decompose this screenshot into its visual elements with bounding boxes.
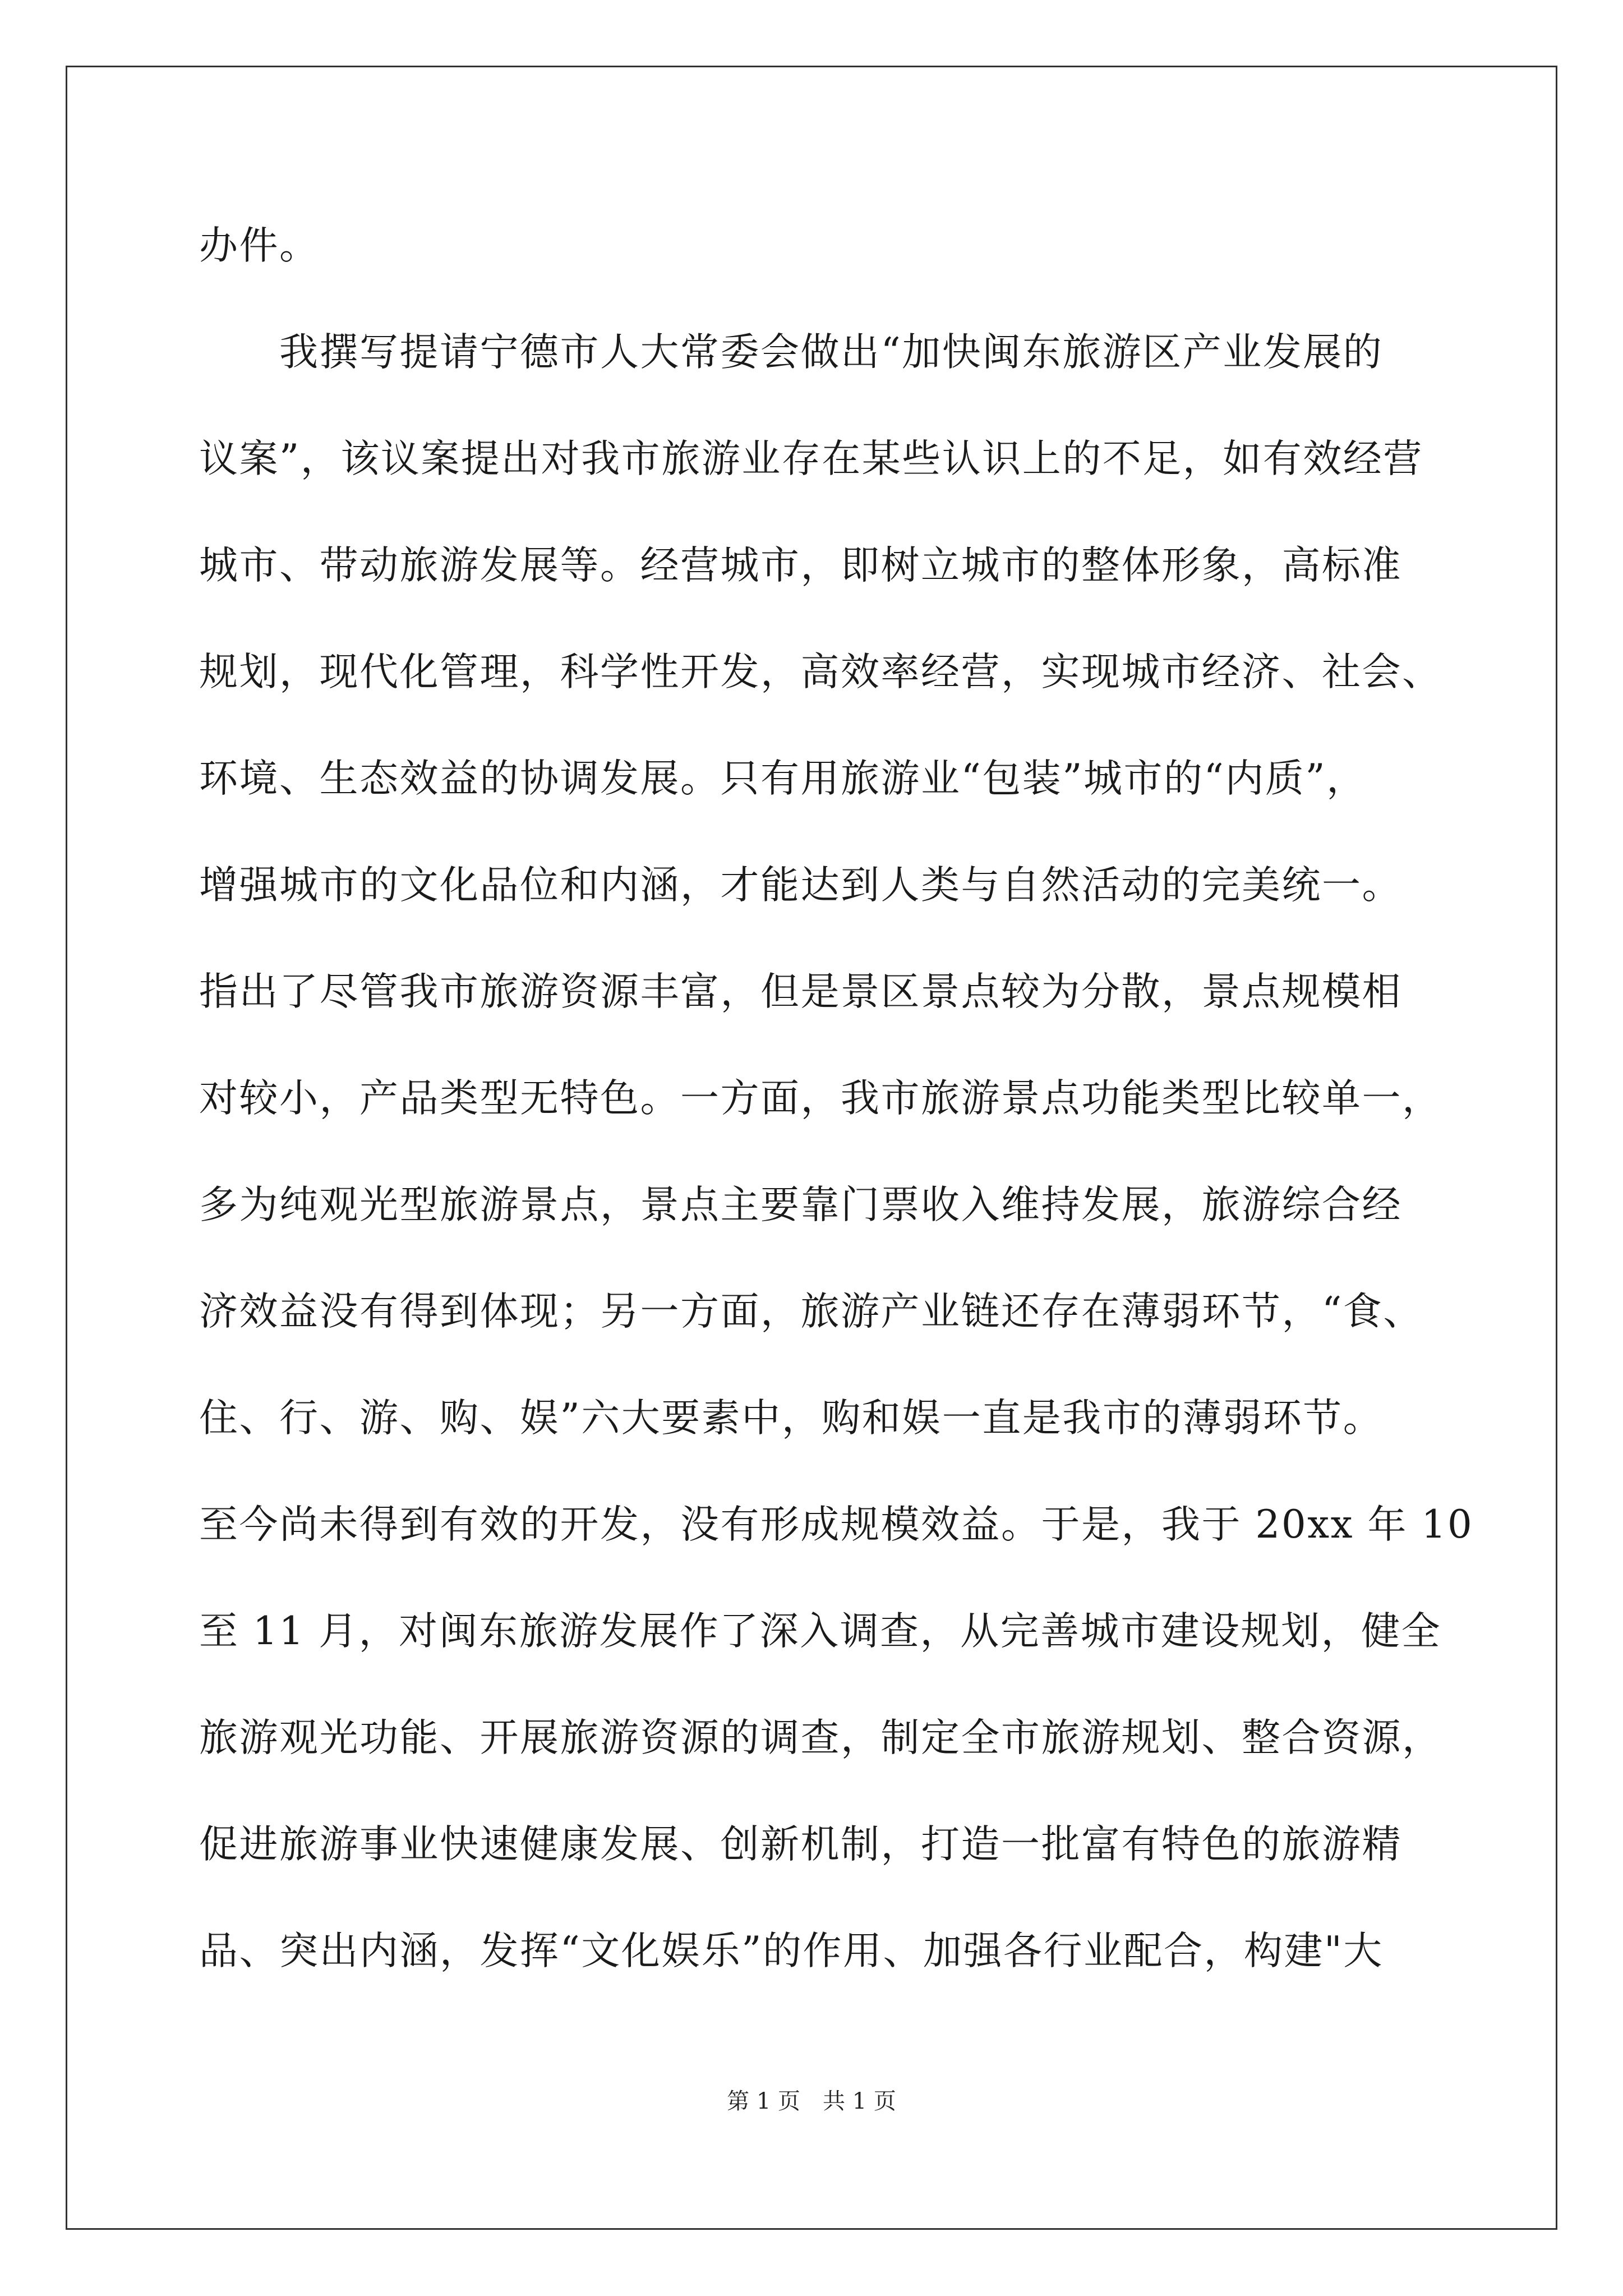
paragraph-line: 办件。 [199, 223, 320, 268]
paragraph-line: 济效益没有得到体现；另一方面，旅游产业链还存在薄弱环节，“食、 [199, 1289, 1423, 1334]
paragraph-line: 我撰写提请宁德市人大常委会做出“加快闽东旅游区产业发展的 [199, 330, 1384, 375]
page-border [66, 66, 1557, 2230]
paragraph-line: 至今尚未得到有效的开发，没有形成规模效益。于是，我于 20xx 年 10 [199, 1502, 1474, 1547]
paragraph-line: 指出了尽管我市旅游资源丰富，但是景区景点较为分散，景点规模相 [199, 969, 1402, 1014]
paragraph-line: 城市、带动旅游发展等。经营城市，即树立城市的整体形象，高标准 [199, 543, 1402, 588]
paragraph-line: 住、行、游、购、娱”六大要素中，购和娱一直是我市的薄弱环节。 [199, 1396, 1384, 1441]
paragraph-line: 品、突出内涵，发挥“文化娱乐”的作用、加强各行业配合，构建"大 [199, 1929, 1384, 1973]
paragraph-line: 增强城市的文化品位和内涵，才能达到人类与自然活动的完美统一。 [199, 863, 1402, 908]
paragraph-line: 规划，现代化管理，科学性开发，高效率经营，实现城市经济、社会、 [199, 650, 1442, 694]
paragraph-line: 旅游观光功能、开展旅游资源的调查，制定全市旅游规划、整合资源， [199, 1715, 1442, 1760]
page-number-footer: 第 1 页 共 1 页 [727, 2088, 896, 2114]
paragraph-line: 促进旅游事业快速健康发展、创新机制，打造一批富有特色的旅游精 [199, 1822, 1402, 1867]
paragraph-line: 至 11 月，对闽东旅游发展作了深入调查，从完善城市建设规划，健全 [199, 1609, 1442, 1654]
paragraph-line: 环境、生态效益的协调发展。只有用旅游业“包装”城市的“内质”， [199, 756, 1367, 801]
paragraph-line: 多为纯观光型旅游景点，景点主要靠门票收入维持发展，旅游综合经 [199, 1182, 1402, 1227]
paragraph-line: 议案”，该议案提出对我市旅游业存在某些认识上的不足，如有效经营 [199, 436, 1423, 481]
paragraph-line: 对较小，产品类型无特色。一方面，我市旅游景点功能类型比较单一， [199, 1076, 1442, 1121]
